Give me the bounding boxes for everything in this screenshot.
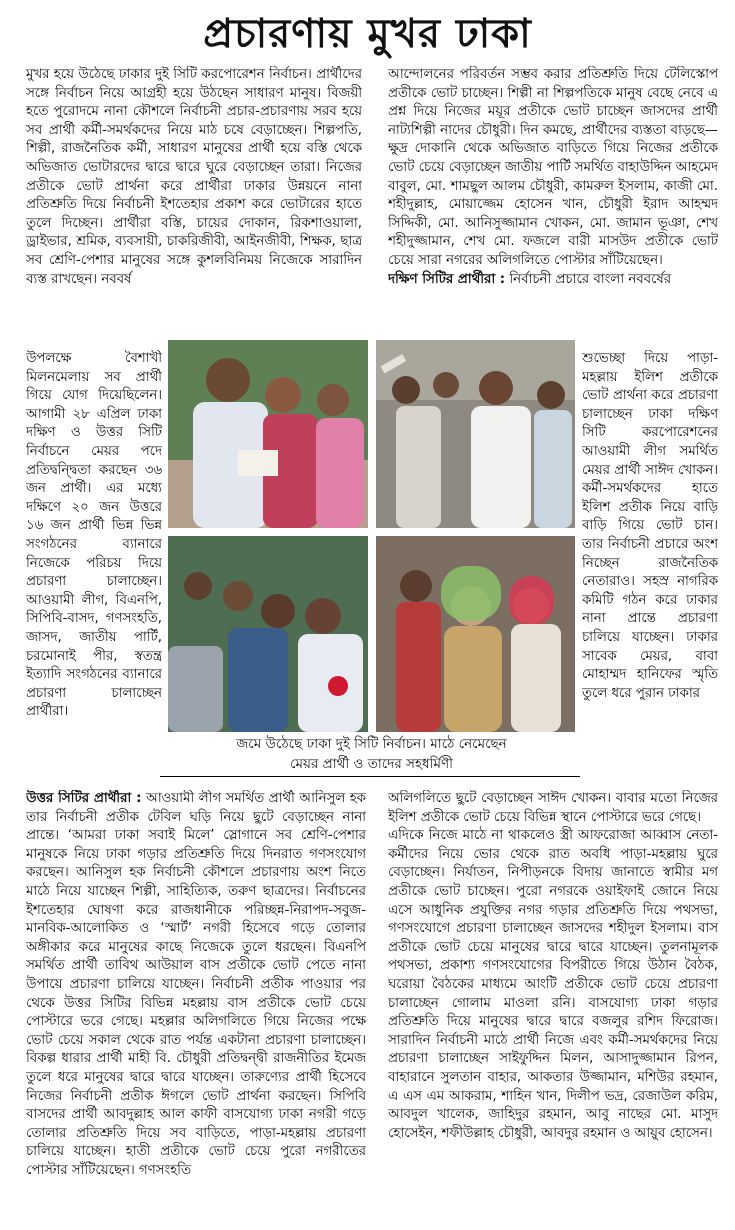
intro-paragraph: মুখর হয়ে উঠেছে ঢাকার দুই সিটি করপোরেশন নির্বাচন। প্রার্থীদের সঙ্গে নির্বাচন নিয়ে আগ্রহী হয়ে উঠছেন সাধারণ মানুষ। বিজয়ী হতে পুরোদমে নানা কৌশলে নির্বাচনী প্রচার-প্রচারণায় সরব হয়ে সব প্রার্থী কর্মী-সমর্থকদের নিয়ে মাঠ চষে বেড়াচ্ছেন। শিল্পপতি, শিল্পী, রাজনৈতিক কর্মী, সাধারণ মানুষের প্রার্থী হয়ে বস্তি থেকে অভিজাত ভোটারদের দ্বারে দ্বারে ঘুরে বেড়াচ্ছেন তারা। নিজের প্রতীকে ভোট প্রার্থনা করে প্রার্থীরা ঢাকার উন্নয়নে নানা প্রতিশ্রুতি দিয়ে নির্বাচনী ইশতেহার প্রকাশ করে ভোটারের হাতে তুলে দিচ্ছেন। প্রার্থীরা বস্তি, চায়ের দোকান, রিকশাওয়ালা, ড্রাইভার, শ্রমিক, ব্যবসায়ী, চাকরিজীবী, আইনজীবী, শিক্ষক, ছাত্র সব শ্রেণি-পেশার মানুষের সঙ্গে কুশলবিনিময় নিজেকে সারাদিন ব্যস্ত রাখছেন। নববর্ষ bbox=[26, 67, 362, 287]
caption-line-2: মেয়র প্রার্থী ও তাদের সহধর্মিণী bbox=[290, 756, 453, 772]
south-city-lead-text: নির্বাচনী প্রচারে বাংলা নববর্ষের bbox=[505, 271, 672, 287]
south-city-lead: দক্ষিণ সিটির প্রার্থীরা : bbox=[388, 271, 506, 287]
photo-caption bbox=[168, 734, 575, 776]
photo-megaphone-campaign bbox=[168, 536, 368, 732]
right-top-paragraph: আন্দোলনের পরিবর্তন সম্ভব করার প্রতিশ্রুতি দিয়ে টেলিস্কোপ প্রতীকে ভোট চাচ্ছেন। শিল্পী না শিল্পপতিকে মানুষ বেছে নেবে এ প্রশ্ন দিয়ে নিজের ময়ূর প্রতীকে ভোট চাচ্ছেন জাসদের প্রার্থী নাট্যশিল্পী নাদের চৌধুরী। দিন কমছে, প্রার্থীদের ব্যস্ততা বাড়ছে— ক্ষুদ্র দোকানি থেকে অভিজাত বাড়িতে গিয়ে নিজের প্রতীকে ভোট চেয়ে বেড়াচ্ছেন জাতীয় পার্টি সমর্থিত বাহাউদ্দিন আহমেদ বাবুল, মো. শামছুল আলম চৌধুরী, কামরুল ইসলাম, কাজী মো. শহীদুল্লাহ, মোয়াজ্জেম হোসেন খান, চৌধুরী ইরাদ আহম্মদ সিদ্দিকী, মো. আনিসুজ্জামান খোকন, মো. জামান ভূঞা, শেখ শহীদুজ্জামান, শেখ মো. ফজলে বারী মাসউদ প্রতীকে ভোট চেয়ে সারা নগরের অলিগলিতে পোস্টার সাঁটিয়েছেন। bbox=[388, 67, 718, 268]
bottom-right-paragraph-1: অলিগলিতে ছুটে বেড়াচ্ছেন সাঈদ খোকন। বাবার মতো নিজের ইলিশ প্রতীকে ভোট চেয়ে বিভিন্ন স্থানে পোস্টারে ভরে গেছে। bbox=[388, 791, 718, 825]
narrow-left-column bbox=[26, 350, 162, 782]
north-city-lead: উত্তর সিটির প্রার্থীরা : bbox=[26, 791, 142, 806]
photo-afroza-abbas bbox=[376, 536, 575, 732]
photo-collage bbox=[168, 340, 575, 732]
photo-anisul-campaign bbox=[168, 340, 368, 528]
photo-sayeed-khokon bbox=[376, 340, 575, 528]
caption-rule bbox=[160, 776, 580, 777]
narrow-left-paragraph: উপলক্ষে বৈশাখী মিলনমেলায় সব প্রার্থী গিয়ে যোগ দিয়েছিলেন। আগামী ২৮ এপ্রিল ঢাকা দক্ষিণ ও উত্তর সিটি নির্বাচনে মেয়র পদে প্রতিদ্বন্দ্বিতা করছেন ৩৬ জন প্রার্থী। এর মধ্যে দক্ষিণে ২০ জন উত্তরে ১৬ জন প্রার্থী ভিন্ন ভিন্ন সংগঠনের ব্যানারে নিজেকে পরিচয় দিয়ে প্রচারণা চালাচ্ছেন। আওয়ামী লীগ, বিএনপি, সিপিবি-বাসদ, গণসংহতি, জাসদ, জাতীয় পার্টি, চরমোনাই পীর, স্বতন্ত্র ইত্যাদি সংগঠনের ব্যানারে প্রচারণা চালাচ্ছেন প্রার্থীরা। bbox=[26, 351, 162, 720]
headline: প্রচারণায় মুখর ঢাকা bbox=[203, 10, 532, 57]
bottom-right-paragraph-2: এদিকে নিজে মাঠে না থাকলেও স্ত্রী আফরোজা আব্বাস নেতা-কর্মীদের নিয়ে ভোর থেকে রাত অবধি পাড়া-মহল্লায় ঘুরে বেড়াচ্ছেন। নির্যাতন, নিপীড়নকে বিদায় জানাতে স্বামীর মগ প্রতীকে ভোট চাচ্ছেন। পুরো নগরকে ওয়াইফাই জোনে নিয়ে এসে আধুনিক প্রযুক্তির নগর গড়ার প্রতিশ্রুতি দিয়ে পথসভা, গণসংযোগে প্রচারণা চালাচ্ছেন জাসদের শহীদুল ইসলাম। বাস প্রতীকে ভোট চেয়ে মানুষের দ্বারে দ্বারে যাচ্ছেন। তুলনামূলক পথসভা, প্রকাশ্য গণসংযোগের বিপরীতে গিয়ে উঠান বৈঠক, ঘরোয়া বৈঠকের মাধ্যমে আংটি প্রতীকে ভোট চেয়ে প্রচারণা চালাচ্ছেন গোলাম মাওলা রনি। বাসযোগ্য ঢাকা গড়ার প্রতিশ্রুতি দিয়ে মানুষের দ্বারে দ্বারে বজলুর রশিদ ফিরোজ। সারাদিন নির্বাচনী মাঠে প্রার্থী নিজে এবং কর্মী-সমর্থকদের নিয়ে প্রচারণা চালাচ্ছেন সাইফুদ্দিন মিলন, আসাদুজ্জামান রিপন, বাহারানে সুলতান বাহার, আকতার উজ্জামান, মশিউর রহমান, এ এস এম আকরাম, শাহিন খান, দিলীপ ভদ্র, রেজাউল করিম, আবদুল খালেক, জাহিদুর রহমান, আবু নাছের মো. মাসুদ হোসেইন, শফীউল্লাহ চৌধুরী, আবদুর রহমান ও আয়ুব হোসেন। bbox=[388, 828, 718, 1141]
north-city-text: আওয়ামী লীগ সমর্থিত প্রার্থী আনিসুল হক তার নির্বাচনী প্রতীক টেবিল ঘড়ি নিয়ে ছুটে বেড়াচ্ছেন নানা প্রান্তে। ‘আমরা ঢাকা সবাই মিলে’ স্লোগানে সব শ্রেণি-পেশার মানুষকে নিয়ে ঢাকা গড়ার প্রতিশ্রুতি দিয়ে দিনরাত গণসংযোগ করছেন। আনিসুল হক নির্বাচনী কৌশলে প্রচারণায় অংশ নিতে মাঠে নিয়ে যাচ্ছেন শিল্পী, সাহিত্যিক, তরুণ ছাত্রদের। নির্বাচনের ইশতেহার ঘোষণা করে রাজধানীকে পরিচ্ছন্ন-নিরাপদ-সবুজ-মানবিক-আলোকিত ও ‘স্মার্ট’ নগরী হিসেবে গড়ে তোলার অঙ্গীকার করে মানুষের কাছে নিজেকে তুলে ধরছেন। বিএনপি সমর্থিত প্রার্থী তাবিথ আউয়াল বাস প্রতীকে ভোট পেতে নানা উপায়ে প্রচারণা চালিয়ে যাচ্ছেন। নির্বাচনী প্রতীক পাওয়ার পর থেকে উত্তর সিটির বিভিন্ন মহল্লায় বাস প্রতীকে ভোট চেয়ে পোস্টারে ভরে গেছে। মহল্লার অলিগলিতে গিয়ে নিজের পক্ষে ভোট চেয়ে সকাল থেকে রাত পর্যন্ত একটানা প্রচারণা চালাচ্ছেন। বিকল্প ধারার প্রার্থী মাহী বি. চৌধুরী প্রতিদ্বন্দ্বী রাজনীতির ইমেজ তুলে ধরে মানুষের দ্বারে দ্বারে যাচ্ছেন। তারুণ্যের প্রার্থী হিসেবে নিজের নির্বাচনী প্রতীক ঈগলে ভোট প্রার্থনা করছেন। সিপিবি বাসদের প্রার্থী আবদুল্লাহ আল কাফী বাসযোগ্য ঢাকা নগরী গড়ে তোলার প্রতিশ্রুতি দিয়ে সব বাড়িতে, পাড়া-মহল্লায় প্রচারণা চালিয়ে যাচ্ছেন। হাতী প্রতীকে ভোট চেয়ে পুরো নগরীতের পোস্টার সাঁটিয়েছেন। গণসংহতি bbox=[26, 791, 366, 1178]
caption-line-1: জমে উঠেছে ঢাকা দুই সিটি নির্বাচন। মাঠে নেমেছেন bbox=[236, 736, 507, 752]
narrow-right-column bbox=[582, 350, 718, 782]
right-top-column bbox=[388, 66, 718, 346]
intro-left-column bbox=[26, 66, 362, 348]
bottom-right-column bbox=[388, 790, 718, 1226]
north-city-column bbox=[26, 790, 366, 1226]
narrow-right-paragraph: শুভেচ্ছা দিয়ে পাড়া-মহল্লায় ইলিশ প্রতীকে ভোট প্রার্থনা করে প্রচারণা চালাচ্ছেন ঢাকা দক্ষিণ সিটি করপোরেশনের আওয়ামী লীগ সমর্থিত মেয়র প্রার্থী সাঈদ খোকন। কর্মী-সমর্থকদের হাতে ইলিশ প্রতীক নিয়ে বাড়ি বাড়ি গিয়ে ভোট চান। তার নির্বাচনী প্রচারে অংশ নিচ্ছেন রাজনৈতিক নেতারাও। সহস্র নাগরিক কমিটি গঠন করে ঢাকার নানা প্রান্তে প্রচারণা চালিয়ে যাচ্ছেন। ঢাকার সাবেক মেয়র, বাবা মোহাম্মদ হানিফের স্মৃতি তুলে ধরে পুরান ঢাকার bbox=[582, 351, 718, 701]
